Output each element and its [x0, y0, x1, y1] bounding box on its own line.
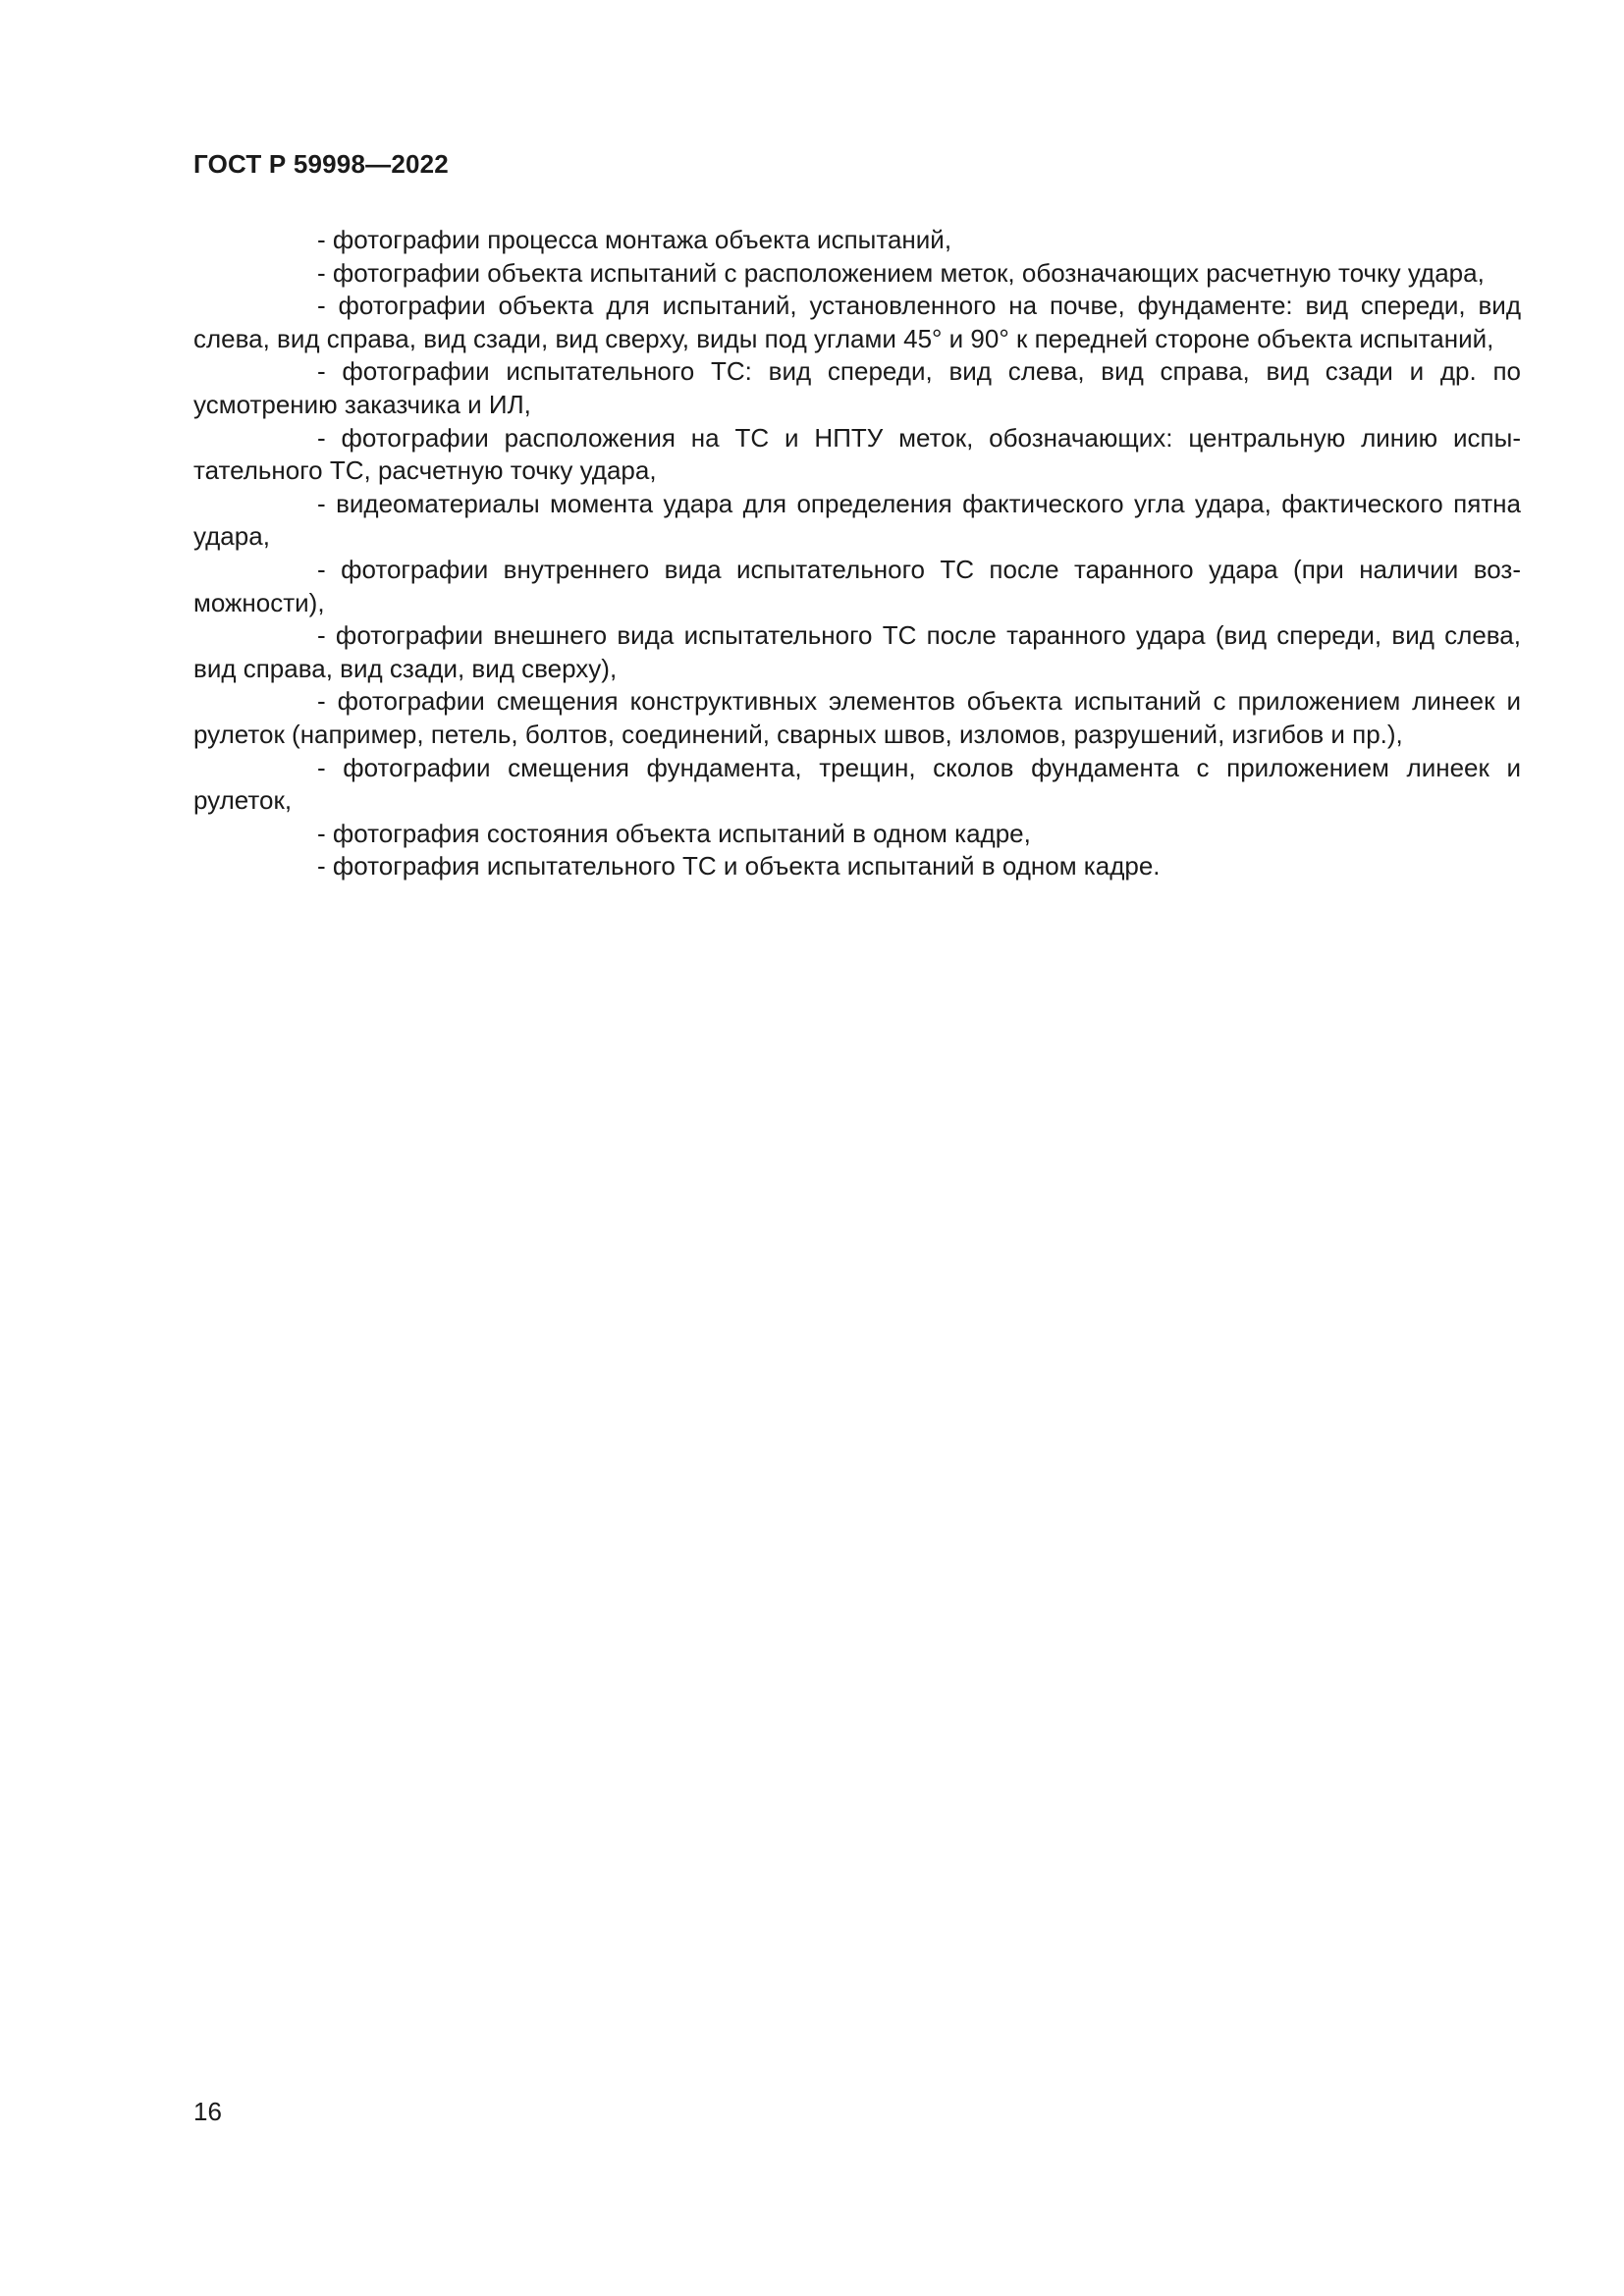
list-item: - фотографии процесса монтажа объекта испытаний,: [317, 225, 952, 254]
list-item: - фотография состояния объекта испытаний в одном кадре,: [317, 818, 1031, 848]
list-item: - фотографии смещения конструктивных элементов объекта испытаний с приложением линеек и рулеток (например, петель, болтов, соединений, сварных швов, изломов, разрушений, изгибов и пр.),: [193, 686, 1521, 749]
document-body: [193, 224, 1521, 883]
list-item: - фотографии испытательного ТС: вид спереди, вид слева, вид справа, вид сзади и др. по усмотрению заказчика и ИЛ,: [193, 356, 1521, 419]
list-item: - фотографии внешнего вида испытательного ТС после таранного удара (вид спереди, вид слева, вид справа, вид сзади, вид сверху),: [193, 620, 1521, 683]
list-item: - фотографии смещения фундамента, трещин, сколов фундамента с приложением линеек и рулеток,: [193, 752, 1521, 816]
list-item: - видеоматериалы момента удара для определения фактического угла удара, фактического пятна удара,: [193, 488, 1521, 552]
document-header: ГОСТ Р 59998—2022: [193, 149, 449, 179]
list-item: - фотографии расположения на ТС и НПТУ меток, обозначающих: центральную линию испытательного ТС, расчетную точку удара,: [193, 422, 1521, 486]
list-item: - фотографии объекта испытаний с расположением меток, обозначающих расчетную точку удара,: [317, 257, 1485, 288]
list-item: - фотографии объекта для испытаний, установленного на почве, фундаменте: вид спереди, вид слева, вид справа, вид сзади, вид сверху, виды под углами 45° и 90° к передней стороне объекта испытаний,: [193, 291, 1521, 353]
list-item: - фотографии внутреннего вида испытательного ТС после таранного удара (при наличии возможности),: [193, 554, 1521, 617]
list-item: - фотография испытательного ТС и объекта испытаний в одном кадре.: [317, 851, 1161, 881]
page-number: 16: [193, 2097, 222, 2126]
